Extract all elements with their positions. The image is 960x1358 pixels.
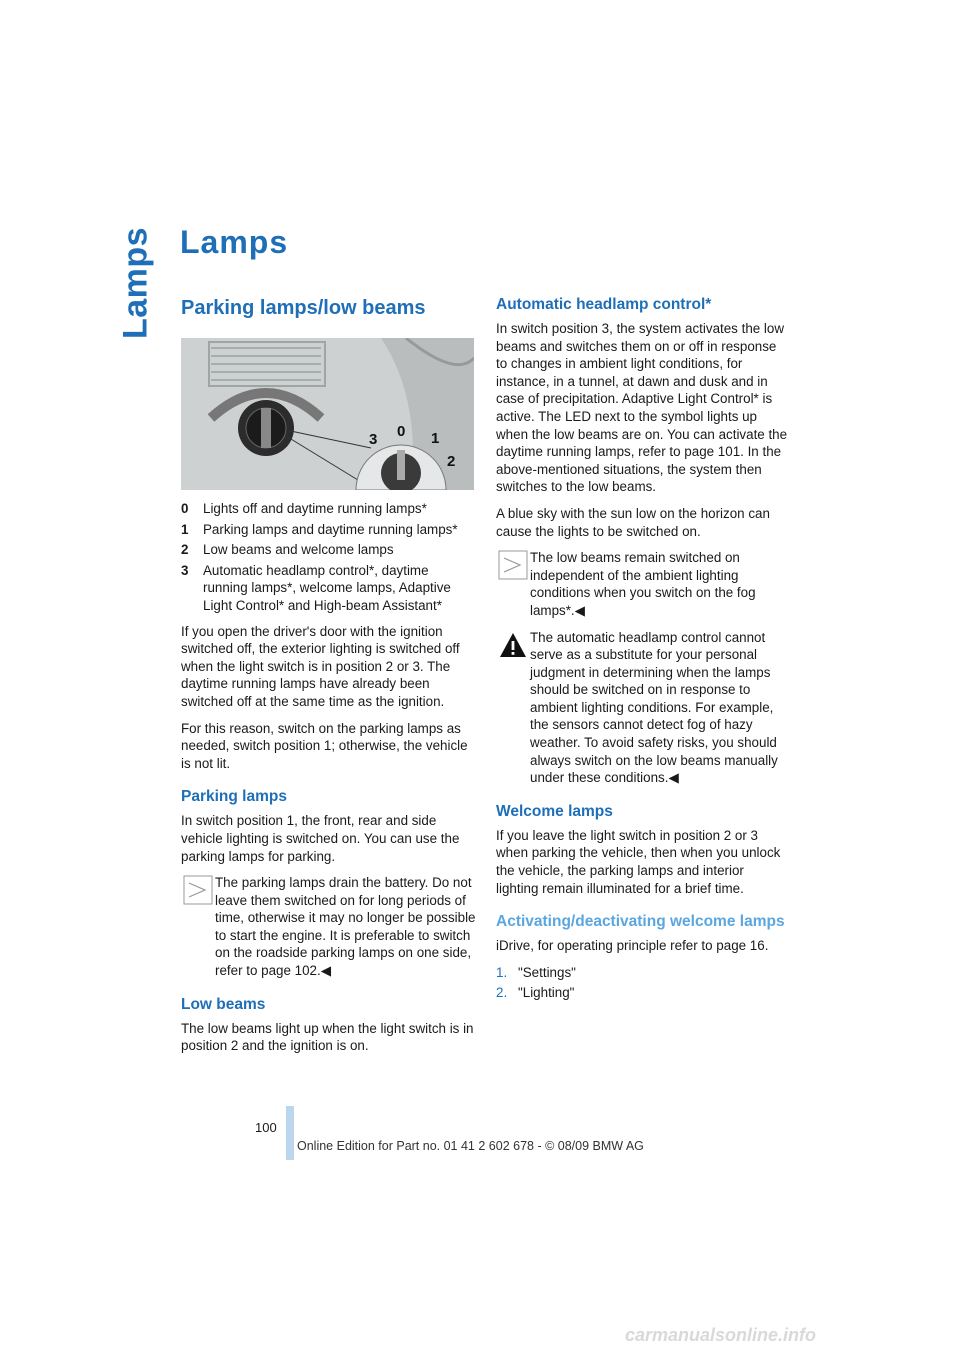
note-icon [183, 875, 213, 905]
subheading-activating-welcome-lamps: Activating/deactivating welcome lamps [496, 913, 785, 931]
list-item [496, 964, 790, 982]
paragraph: For this reason, switch on the parking lamps as needed, switch position 1; otherwise, the vehicle is not lit. [181, 720, 468, 771]
paragraph: iDrive, for operating principle refer to page 16. [496, 938, 769, 954]
light-switch-image [181, 338, 474, 490]
warning-icon [498, 630, 528, 660]
legend-number: 0 [181, 501, 189, 516]
note-icon [498, 550, 528, 580]
note-box [496, 549, 790, 619]
legend-number: 2 [181, 542, 189, 558]
paragraph: If you open the driver's door with the ignition switched off, the exterior lighting is switched off when the light switch is in position 2 or 3. The daytime running lamps have already been switched off at the same time as the ignition. [181, 623, 460, 709]
callout-1: 1 [431, 430, 440, 447]
step-number: 2. [496, 985, 508, 1001]
subheading-welcome-lamps: Welcome lamps [496, 802, 613, 820]
callout-2: 2 [447, 453, 456, 470]
section-heading: Parking lamps/low beams [181, 297, 426, 319]
light-switch-figure [181, 338, 474, 490]
paragraph: The low beams light up when the light switch is in position 2 and the ignition is on. [181, 1020, 474, 1054]
legend-text: Automatic headlamp control*, daytime running lamps*, welcome lamps, Adaptive Light Control* and High-beam Assistant* [203, 562, 451, 613]
footer-bar [286, 1106, 294, 1160]
page-number: 100 [255, 1120, 277, 1135]
side-tab: Lamps [116, 226, 155, 340]
list-item [496, 984, 790, 1002]
note-text: The low beams remain switched on independent of the ambient lighting conditions when you switch on the fog lamps*.◀ [530, 550, 756, 618]
legend-list [181, 500, 476, 615]
steps-list [496, 964, 790, 1002]
legend-item [181, 541, 476, 559]
footer-text: Online Edition for Part no. 01 41 2 602 678 - © 08/09 BMW AG [297, 1139, 644, 1153]
legend-number: 3 [181, 562, 189, 578]
callout-3: 3 [369, 431, 378, 448]
page-title: Lamps [180, 224, 289, 260]
subheading-low-beams: Low beams [181, 995, 266, 1013]
legend-text: Parking lamps and daytime running lamps* [203, 521, 458, 537]
subheading-automatic-headlamp: Automatic headlamp control* [496, 296, 712, 313]
step-number: 1. [496, 964, 508, 980]
step-text: "Lighting" [518, 985, 575, 1001]
legend-number: 1 [181, 521, 189, 537]
warning-box [496, 629, 790, 787]
legend-item [181, 521, 476, 539]
paragraph: If you leave the light switch in position 2 or 3 when parking the vehicle, then when you unlock the vehicle, the parking lamps and interior lighting remain illuminated for a brief time. [496, 827, 781, 896]
legend-item [181, 500, 476, 518]
paragraph: In switch position 3, the system activates the low beams and switches them on or off in response to changes in ambient light conditions, for instance, in a tunnel, at dawn and dusk and in case of precipitation. Adaptive Light Control* is active. The LED next to the symbol lights up when the low beams are on. You can activate the daytime running lamps, refer to page 101. In the above-mentioned situations, the system then switches to the low beams. [496, 321, 788, 495]
callout-0: 0 [397, 423, 406, 440]
warning-text: The automatic headlamp control cannot serve as a substitute for your personal judgment in determining when the lamps should be switched on in response to ambient lighting conditions. For example, the sensors cannot detect fog of hazy weather. To avoid safety risks, you should always switch on the low beams manually under these conditions.◀ [530, 629, 778, 786]
legend-text: Low beams and welcome lamps [203, 542, 394, 558]
note-box [181, 874, 476, 980]
legend-text: Lights off and daytime running lamps* [203, 501, 427, 516]
subheading-parking-lamps: Parking lamps [181, 788, 287, 806]
right-column [496, 290, 790, 1005]
watermark: carmanualsonline.info [625, 1325, 817, 1345]
paragraph: A blue sky with the sun low on the horizon can cause the lights to be switched on. [496, 505, 770, 539]
paragraph: In switch position 1, the front, rear and side vehicle lighting is switched on. You can use the parking lamps for parking. [181, 813, 460, 864]
step-text: "Settings" [518, 964, 576, 980]
legend-item [181, 562, 476, 615]
left-column [181, 290, 476, 1064]
note-text: The parking lamps drain the battery. Do not leave them switched on for long periods of time, otherwise it may no longer be possible to start the engine. It is preferable to switch on the roadside parking lamps on one side, refer to page 102.◀ [215, 875, 476, 979]
